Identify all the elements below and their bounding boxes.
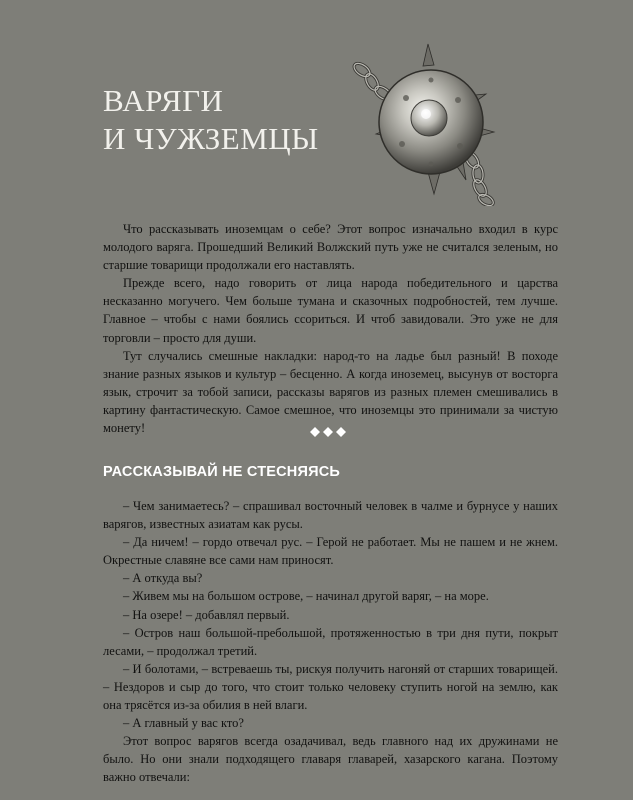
chapter-title — [103, 82, 319, 158]
section-heading: РАССКАЗЫВАЙ НЕ СТЕСНЯЯСЬ — [103, 464, 341, 480]
dialogue-paragraph: – Остров наш большой-пребольшой, протяженностью в три дня пути, покрыт лесами, – продолжал третий. — [103, 625, 558, 658]
diamond-ornament-icon — [309, 426, 347, 438]
intro-text — [103, 220, 558, 437]
chapter-title-line-2: И ЧУЖЗЕМЦЫ — [103, 121, 319, 156]
chapter-title-line-1: ВАРЯГИ — [103, 83, 224, 118]
flail-mace-icon — [336, 38, 506, 206]
dialogue-paragraph: – Чем занимаетесь? – спрашивал восточный человек в чалме и бурнусе у наших варягов, известных азиатам как русы. — [103, 499, 558, 532]
dialogue-paragraph: – И болотами, – встреваешь ты, рискуя получить нагоняй от старших товарищей. – Нездоров и сыр до того, что стоит только человеку ступить ногой на землю, как она трясётся из-за обилия в ней влаги. — [103, 661, 558, 713]
dialogue-paragraph: – На озере! – добавлял первый. — [123, 607, 290, 622]
dialogue-paragraph: – А главный у вас кто? — [123, 716, 244, 731]
dialogue-paragraph: – Да ничем! – гордо отвечал рус. – Герой не работает. Мы не пашем и не жнем. Окрестные славяне все сами нам приносят. — [103, 535, 558, 568]
intro-paragraph: Прежде всего, надо говорить от лица народа победительного и царства несказанно могучего. Чем больше тумана и сказочных подробностей, тем лучше. Главное – чтобы с нами боялись ссориться. И чтоб завидовали. Это уже не для торговли – просто для души. — [103, 276, 558, 345]
intro-paragraph: Тут случались смешные накладки: народ-то на ладье был разный! В походе знание разных языков и культур – бесценно. А когда иноземец, высунув от восторга язык, строчит за тобой записи, рассказы варягов из разных племен смешивались в картину фантастическую. Самое смешное, что иноземцы это принимали за чистую монету! — [103, 348, 558, 436]
dialogue-paragraph: – А откуда вы? — [123, 571, 203, 586]
intro-paragraph: Что рассказывать иноземцам о себе? Этот вопрос изначально входил в курс молодого варяга. Прошедший Великий Волжский путь уже не считался зеленым, но старшие товарищи продолжали его наставлять. — [103, 222, 558, 273]
dialogue-paragraph: – Живем мы на большом острове, – начинал другой варяг, – на море. — [123, 589, 489, 604]
dialogue-paragraph: Этот вопрос варягов всегда озадачивал, ведь главного над их дружинами не было. Но они знали подходящего главаря главарей, хазарского кагана. Поэтому важно отвечали: — [103, 734, 558, 785]
dialogue-text — [103, 497, 558, 787]
